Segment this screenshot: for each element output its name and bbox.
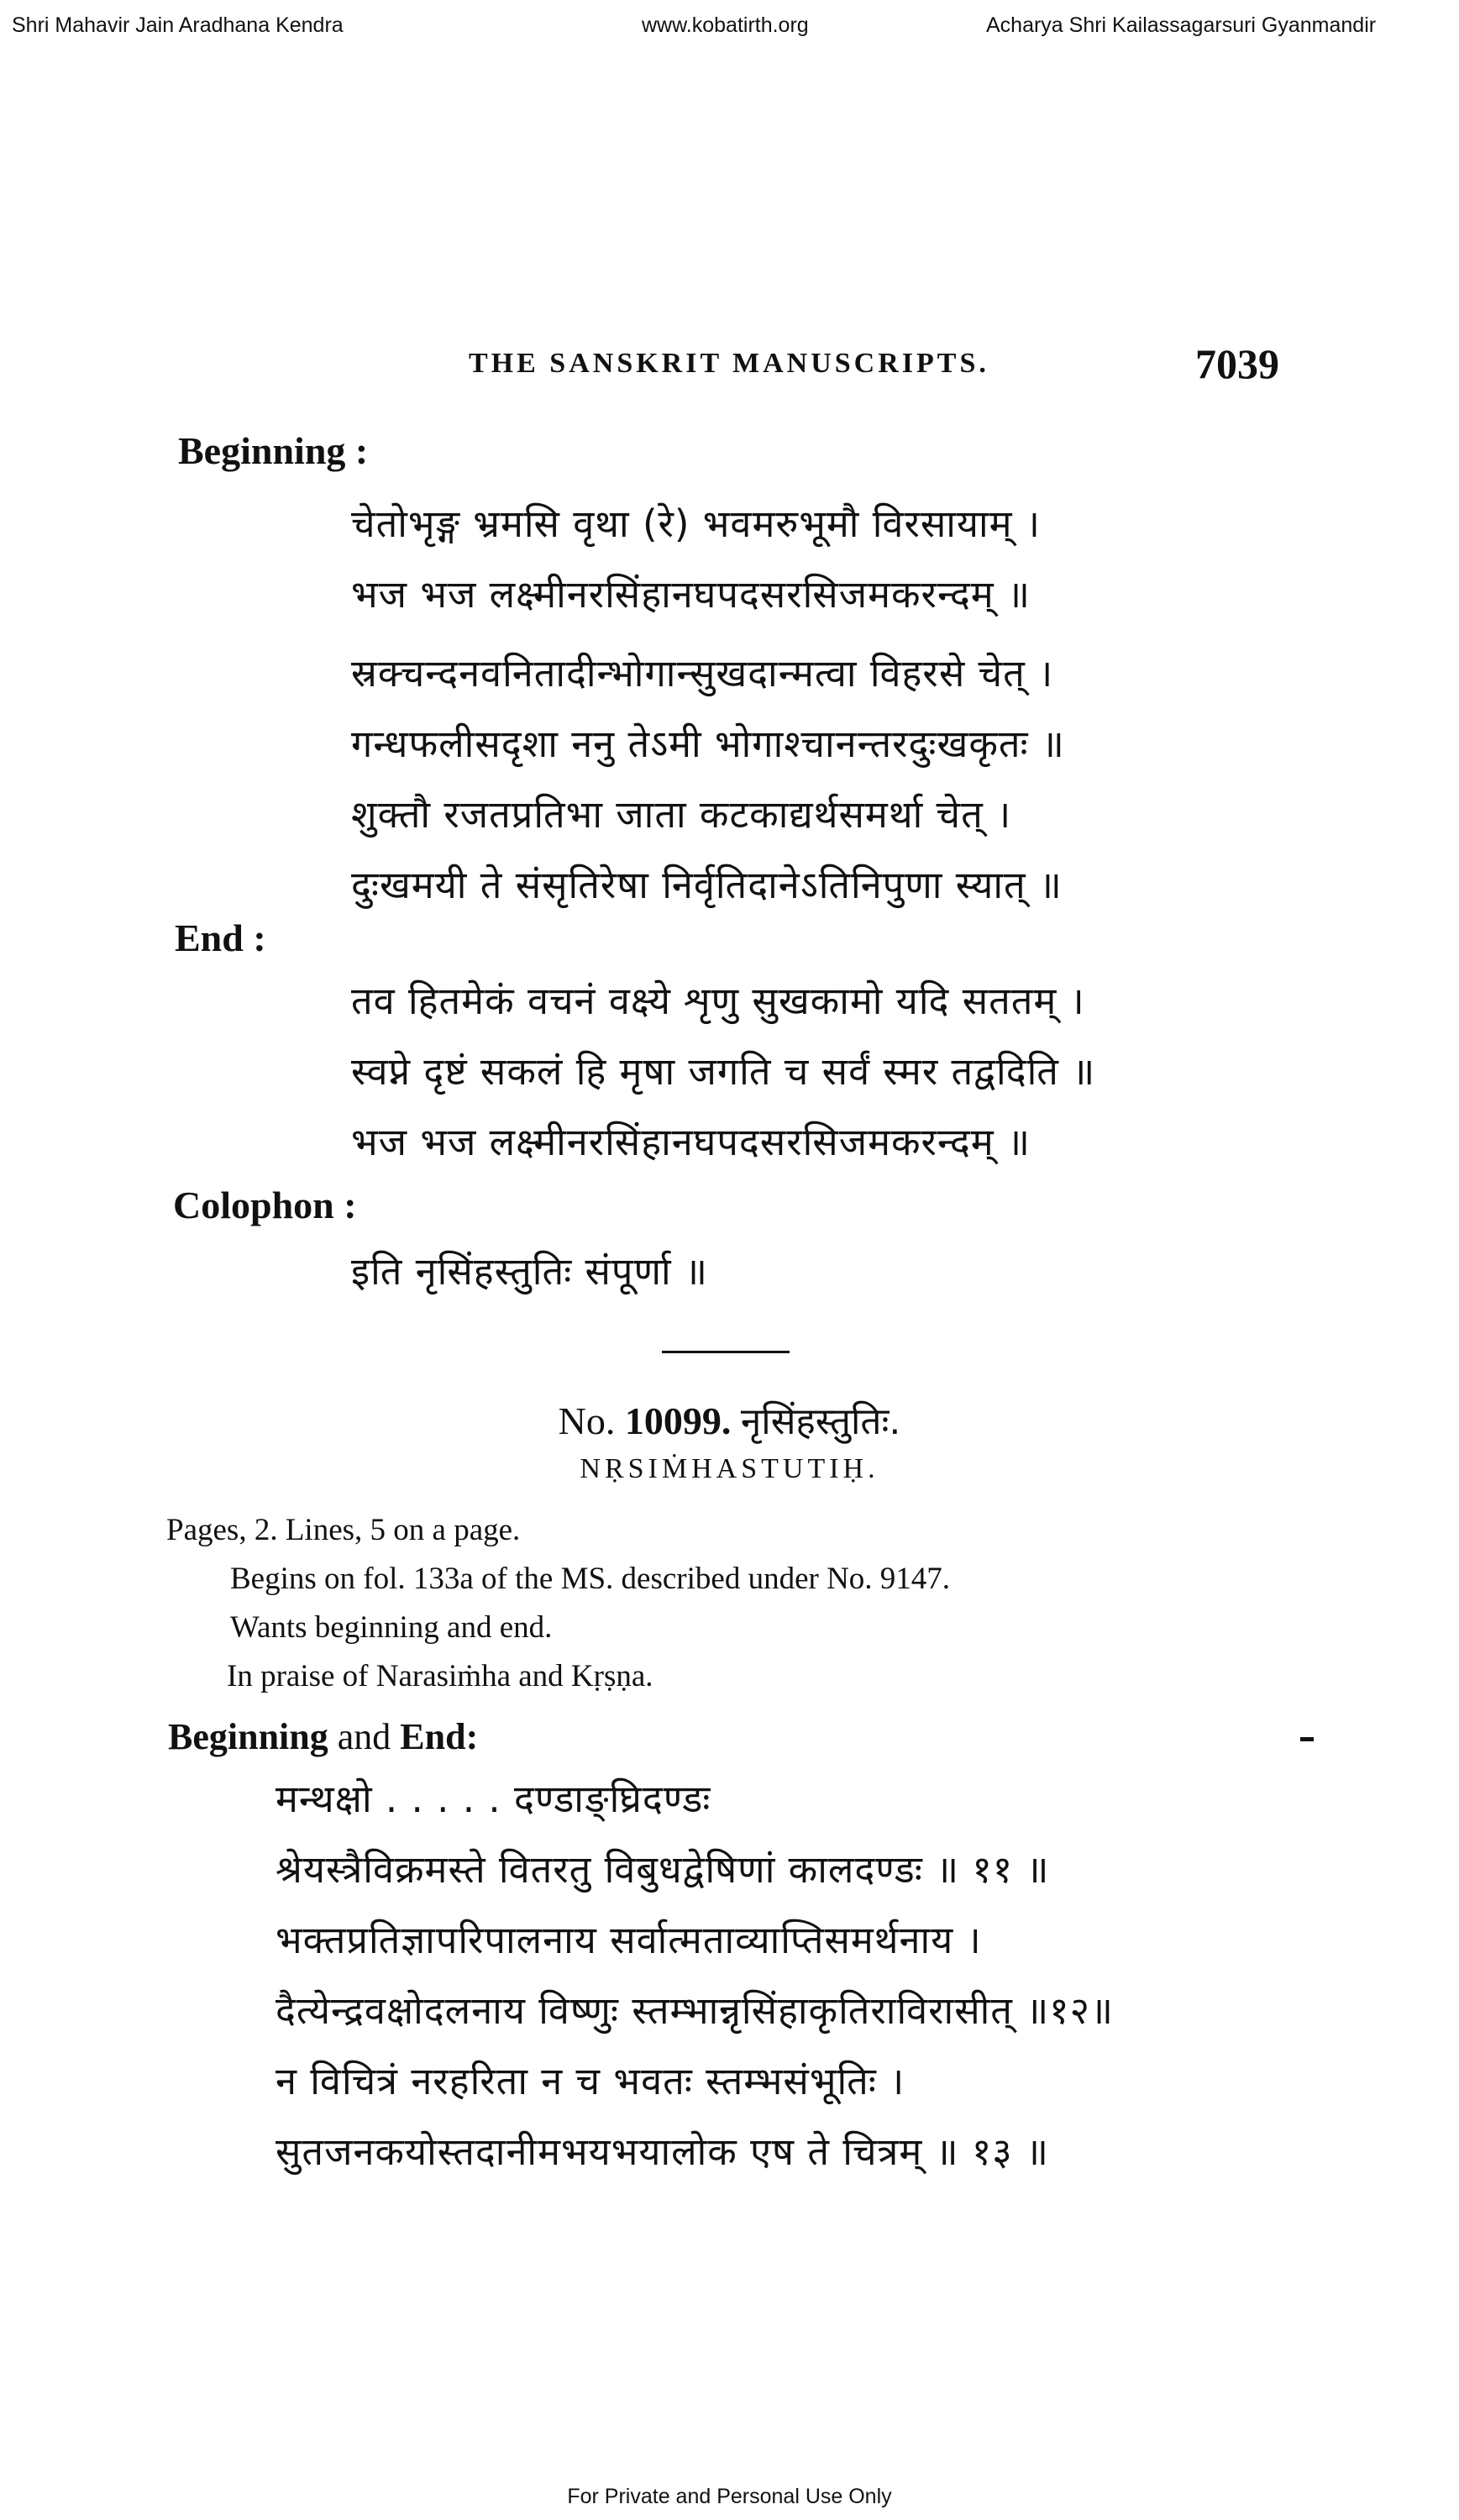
beginning-line-5: शुक्तौ रजतप्रतिभा जाता कटकाद्यर्थसमर्था चेत् । [351, 792, 1012, 837]
beginning-line-1: चेतोभृङ्ग भ्रमसि वृथा (रे) भवमरुभूमौ विरसायाम् । [351, 501, 1041, 546]
beginning-end-label [168, 1715, 478, 1758]
beginning-label: Beginning : [178, 429, 369, 472]
beginning-end-label-part3: End: [400, 1716, 479, 1757]
beginning-end-label-part2: and [328, 1716, 401, 1757]
desc-line-1: Pages, 2. Lines, 5 on a page. [166, 1513, 521, 1547]
desc-line-3: Wants beginning and end. [230, 1610, 553, 1645]
entry-title-roman: NṚSIṀHASTUTIḤ. [580, 1453, 879, 1484]
verse-line-5: न विचित्रं नरहरिता न च भवतः स्तम्भसंभूतिः । [276, 2059, 905, 2103]
desc-line-2: Begins on fol. 133a of the MS. described under No. 9147. [230, 1562, 951, 1596]
page-number: 7039 [1195, 340, 1279, 387]
watermark-right: Acharya Shri Kailassagarsuri Gyanmandir [986, 13, 1377, 37]
end-line-1: तव हितमेकं वचनं वक्ष्ये शृणु सुखकामो यदि सततम् । [351, 979, 1085, 1023]
verse-line-2: श्रेयस्त्रैविक्रमस्ते वितरतु विबुधद्वेषिणां कालदण्डः ॥ ११ ॥ [276, 1847, 1050, 1892]
beginning-line-4: गन्धफलीसदृशा ननु तेऽमी भोगाश्चानन्तरदुःखकृतः ॥ [351, 722, 1065, 766]
verse-line-1: मन्थक्षो . . . . . दण्डाङ्घ्रिदण्डः [276, 1777, 711, 1821]
end-label: End : [175, 916, 266, 959]
watermark-footer: For Private and Personal Use Only [567, 2485, 892, 2508]
colophon-line-1: इति नृसिंहस्तुतिः संपूर्णा ॥ [351, 1249, 708, 1294]
entry-title [0, 1394, 1459, 1445]
verse-line-4: दैत्येन्द्रवक्षोदलनाय विष्णुः स्तम्भान्नृसिंहाकृतिराविरासीत् ॥१२॥ [276, 1988, 1114, 2033]
beginning-line-3: स्रक्चन्दनवनितादीन्भोगान्सुखदान्मत्वा विहरसे चेत् । [351, 651, 1054, 696]
beginning-end-label-part1: Beginning [168, 1716, 328, 1757]
watermark-center: www.kobatirth.org [642, 13, 809, 37]
colophon-label: Colophon : [173, 1184, 357, 1226]
verse-line-6: सुतजनकयोस्तदानीमभयभयालोक एष ते चित्रम् ॥ १३ ॥ [276, 2129, 1049, 2174]
running-head: THE SANSKRIT MANUSCRIPTS. [469, 348, 989, 379]
end-line-3: भज भज लक्ष्मीनरसिंहानघपदसरसिजमकरन्दम् ॥ [351, 1120, 1031, 1164]
beginning-line-2: भज भज लक्ष्मीनरसिंहानघपदसरसिजमकरन्दम् ॥ [351, 572, 1031, 617]
entry-number-prefix: No. [558, 1399, 616, 1442]
entry-number: 10099. [624, 1399, 732, 1442]
verse-line-3: भक्तप्रतिज्ञापरिपालनाय सर्वात्मताव्याप्तिसमर्थनाय । [276, 1918, 982, 1962]
watermark-left: Shri Mahavir Jain Aradhana Kendra [12, 13, 344, 37]
separator-rule [662, 1351, 790, 1353]
end-line-2: स्वप्ने दृष्टं सकलं हि मृषा जगति च सर्वं स्मर तद्वदिति ॥ [351, 1049, 1096, 1094]
desc-line-4: In praise of Narasiṁha and Kṛṣṇa. [227, 1659, 653, 1693]
beginning-line-6: दुःखमयी ते संसृतिरेषा निर्वृतिदानेऽतिनिपुणा स्यात् ॥ [351, 863, 1063, 907]
entry-title-devanagari: नृसिंहस्तुतिः. [740, 1400, 901, 1443]
dash-mark [1300, 1737, 1314, 1741]
